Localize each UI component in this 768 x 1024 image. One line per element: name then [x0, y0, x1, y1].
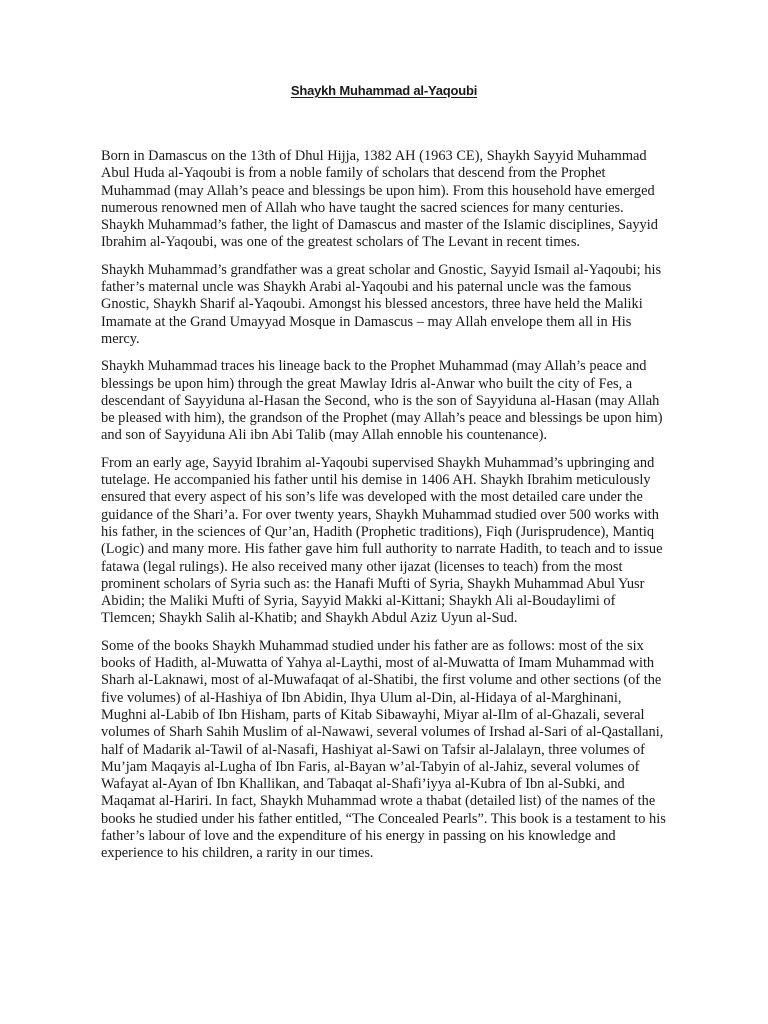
- document-title: Shaykh Muhammad al-Yaqoubi: [290, 83, 478, 98]
- paragraph-upbringing-studies: From an early age, Sayyid Ibrahim al-Yaqoubi supervised Shaykh Muhammad’s upbringing and tutelage. He accompanied his father until his demise in 1406 AH. Shaykh Ibrahim meticulously ensured that every aspect of his son’s life was developed with the most detailed care under the guidance of the Shari’a. For over twenty years, Shaykh Muhammad studied over 500 works with his father, in the sciences of Qur’an, Hadith (Prophetic traditions), Fiqh (Jurisprudence), Mantiq (Logic) and many more. His father gave him full authority to narrate Hadith, to teach and to issue fatawa (legal rulings). He also received many other ijazat (licenses to teach) from the most prominent scholars of Syria such as: the Hanafi Mufti of Syria, Shaykh Muhammad Abul Yusr Abidin; the Maliki Mufti of Syria, Sayyid Makki al-Kittani; Shaykh Ali al-Boudaylimi of Tlemcen; Shaykh Salih al-Khatib; and Shaykh Abdul Aziz Uyun al-Sud.: [101, 454, 663, 627]
- paragraph-grandfather-ancestors: Shaykh Muhammad’s grandfather was a great scholar and Gnostic, Sayyid Ismail al-Yaqoubi; his father’s maternal uncle was Shaykh Arabi al-Yaqoubi and his paternal uncle was the famous Gnostic, Shaykh Sharif al-Yaqoubi. Amongst his blessed ancestors, three have held the Maliki Imamate at the Grand Umayyad Mosque in Damascus – may Allah envelope them all in His mercy.: [101, 261, 662, 347]
- paragraph-lineage: Shaykh Muhammad traces his lineage back to the Prophet Muhammad (may Allah’s peace and blessings be upon him) through the great Mawlay Idris al-Anwar who built the city of Fes, a descendant of Sayyiduna al-Hasan the Second, who is the son of Sayyiduna al-Hasan (may Allah be pleased with him), the grandson of the Prophet (may Allah’s peace and blessings be upon him) and son of Sayyiduna Ali ibn Abi Talib (may Allah ennoble his countenance).: [101, 358, 663, 444]
- document-body: [101, 148, 667, 863]
- paragraph-birth-family: Born in Damascus on the 13th of Dhul Hijja, 1382 AH (1963 CE), Shaykh Sayyid Muhammad Abul Huda al-Yaqoubi is from a noble family of scholars that descend from the Prophet Muhammad (may Allah’s peace and blessings be upon him). From this household have emerged numerous renowned men of Allah who have taught the sacred sciences for many centuries. Shaykh Muhammad’s father, the light of Damascus and master of the Islamic disciplines, Sayyid Ibrahim al-Yaqoubi, was one of the greatest scholars of The Levant in recent times.: [101, 148, 658, 251]
- paragraph-books-studied: Some of the books Shaykh Muhammad studied under his father are as follows: most of the six books of Hadith, al-Muwatta of Yahya al-Laythi, most of al-Muwatta of Imam Muhammad with Sharh al-Laknawi, most of al-Muwafaqat of al-Shatibi, the first volume and other sections (of the five volumes) of al-Hashiya of Ibn Abidin, Ihya Ulum al-Din, al-Hidaya of al-Marghinani, Mughni al-Labib of Ibn Hisham, parts of Kitab Sibawayhi, Miyar al-Ilm of al-Ghazali, several volumes of Sharh Sahih Muslim of al-Nawawi, several volumes of Irshad al-Sari of al-Qastallani, half of Madarik al-Tawil of al-Nasafi, Hashiyat al-Sawi on Tafsir al-Jalalayn, three volumes of Mu’jam Maqayis al-Lugha of Ibn Faris, al-Bayan w’al-Tabyin of al-Jahiz, several volumes of Wafayat al-Ayan of Ibn Khallikan, and Tabaqat al-Shafi’iyya al-Kubra of Ibn al-Subki, and Maqamat al-Hariri. In fact, Shaykh Muhammad wrote a thabat (detailed list) of the names of the books he studied under his father entitled, “The Concealed Pearls”. This book is a testament to his father’s labour of love and the expenditure of his energy in passing on his knowledge and experience to his children, a rarity in our times.: [101, 637, 666, 862]
